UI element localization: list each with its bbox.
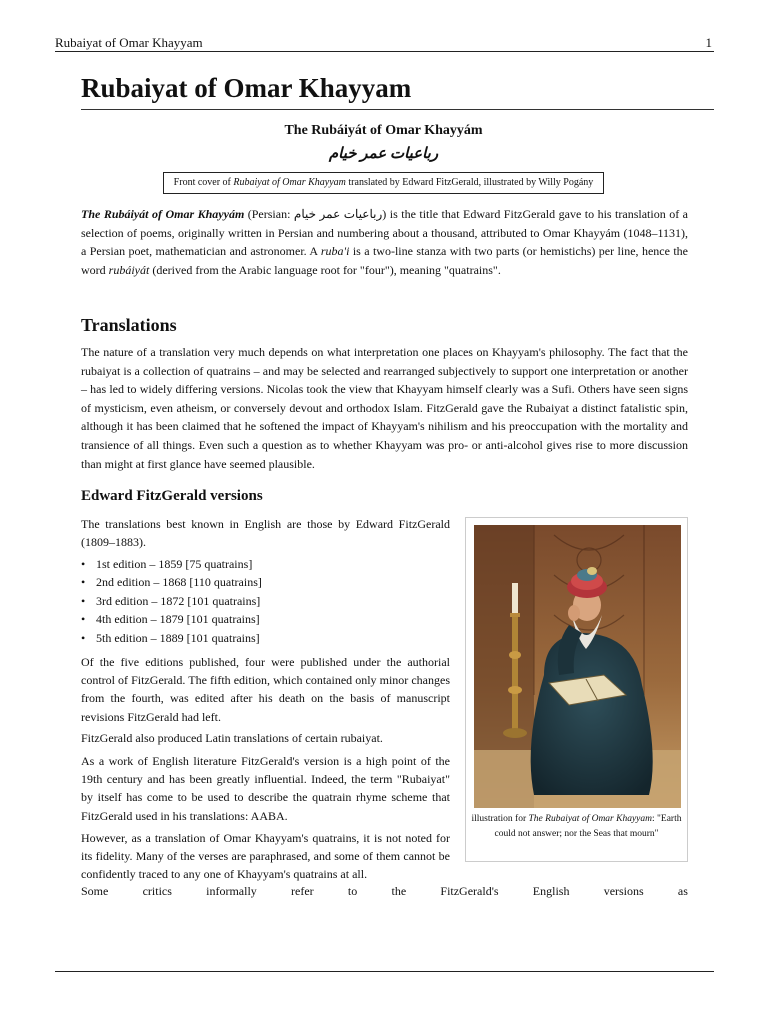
intro-title: The Rubáiyát of Omar Khayyám — [81, 207, 245, 221]
word: informally — [206, 884, 257, 898]
illustration-painting — [474, 525, 681, 808]
intro-paragraph — [81, 205, 688, 279]
running-header-title: Rubaiyat of Omar Khayyam — [55, 35, 203, 50]
editions-list — [81, 555, 450, 647]
cover-caption-prefix: Front cover of — [173, 177, 234, 188]
intro-persian-name: رباعیات عمر خیام — [293, 207, 383, 221]
intro-text: is a two-line stanza with two parts (or hemistichs) per line, hence the word — [81, 244, 689, 277]
word: to — [347, 884, 358, 898]
intro-text: (Persian: — [244, 207, 294, 221]
figure-caption-book-title: The Rubaiyat of Omar Khayyam — [528, 814, 653, 824]
word: critics — [142, 884, 172, 898]
figure-caption-prefix: illustration for — [471, 814, 529, 824]
word: as — [677, 884, 688, 898]
list-item: • 1st edition – 1859 [75 quatrains] — [81, 557, 253, 571]
edition-text: 4th edition – 1879 [101 quatrains] — [96, 612, 260, 627]
footer-rule — [55, 971, 714, 972]
subsection-heading-fitzgerald: Edward FitzGerald versions — [81, 488, 263, 504]
term-rubaiyat: rubáiyát — [108, 262, 150, 277]
translations-paragraph: The nature of a translation very much depends on what interpretation one places on Khayyam's philosophy. The fact that the rubaiyat is a collection of quatrains – and may be selected and rearranged subjectively to support one interpretation or another – has led to widely differing versions. Nicolas took the view that Khayyam himself clearly was a Sufi. Others have seen signs of mysticism, even atheism, or conversely devout and orthodox Islam. FitzGerald gave the Rubaiyat a distinct fatalistic spin, although it has been claimed that he softened the impact of Khayyam's nihilism and his preoccupation with the mortality and transience of all things. Even such a question as to whether Khayyam was pro- or anti-alcohol gives rise to more discussion than might at first glance have seemed plausible. — [81, 345, 688, 471]
list-item: • 5th edition – 1889 [101 quatrains] — [81, 630, 260, 645]
section-heading-translations: Translations — [81, 315, 177, 335]
list-item: • 3rd edition – 1872 [101 quatrains] — [81, 593, 261, 608]
intro-text: ) is the title that Edward FitzGerald gave to his translation of a selection of poems, originally written in Persian and numbering about a thousand, attributed to Omar Khayyám (1048–1131), a Persian poet, mathematician and astronomer. A — [81, 207, 689, 259]
page-number: 1 — [705, 35, 712, 50]
word: refer — [291, 884, 314, 898]
figure-caption — [470, 812, 683, 842]
edition-text: 5th edition – 1889 [101 quatrains] — [96, 630, 260, 645]
word: versions — [603, 884, 644, 898]
word: Some — [81, 884, 109, 898]
intro-text: (derived from the Arabic language root for "four"), meaning "quatrains". — [149, 262, 501, 277]
cover-caption — [163, 172, 604, 194]
edition-text: 1st edition – 1859 [75 quatrains] — [96, 557, 253, 571]
fidelity-paragraph: However, as a translation of Omar Khayyam's quatrains, it is not noted for its fidelity. Many of the verses are paraphrased, and some of them cannot be confidently traced to any one of Khayyam's quatrains at all. — [81, 831, 450, 882]
word: FitzGerald's — [440, 884, 499, 898]
figure — [465, 517, 688, 862]
figure-caption-suffix: : "Earth could not answer; nor the Seas that mourn" — [494, 814, 682, 839]
cover-caption-book-title: Rubaiyat of Omar Khayyam — [233, 177, 346, 188]
justified-last-line — [81, 884, 688, 899]
cover-caption-suffix: translated by Edward FitzGerald, illustrated by Willy Pogány — [345, 177, 594, 188]
influence-paragraph: As a work of English literature FitzGerald's version is a high point of the 19th century and has been greatly influential. Indeed, the term "Rubaiyat" by itself has come to be used to describe the quatrain rhyme scheme that FitzGerald used in his translations: AABA. — [81, 754, 450, 823]
term-rubai: ruba'i — [320, 244, 350, 259]
list-item: • 2nd edition – 1868 [110 quatrains] — [81, 575, 262, 590]
cover-title: The Rubáiyát of Omar Khayyám — [284, 123, 483, 138]
omar-khayyam-illustration — [474, 525, 681, 808]
edition-text: 3rd edition – 1872 [101 quatrains] — [96, 593, 261, 608]
fitzgerald-intro-paragraph: The translations best known in English are those by Edward FitzGerald (1809–1883). — [81, 517, 450, 550]
editions-paragraph: Of the five editions published, four were published under the authorial control of FitzGerald. The fifth edition, which contained only minor changes from the fourth, was edited after his death on the basis of manuscript revisions FitzGerald had left. — [81, 655, 450, 724]
cover-persian-title: رباعیات عمر خیام — [328, 146, 439, 162]
latin-paragraph: FitzGerald also produced Latin translations of certain rubaiyat. — [81, 731, 383, 745]
list-item: • 4th edition – 1879 [101 quatrains] — [81, 612, 260, 627]
running-header — [55, 34, 714, 52]
word: English — [532, 884, 570, 898]
word: the — [391, 884, 407, 898]
article-title: Rubaiyat of Omar Khayyam — [81, 70, 714, 110]
edition-text: 2nd edition – 1868 [110 quatrains] — [96, 575, 262, 590]
